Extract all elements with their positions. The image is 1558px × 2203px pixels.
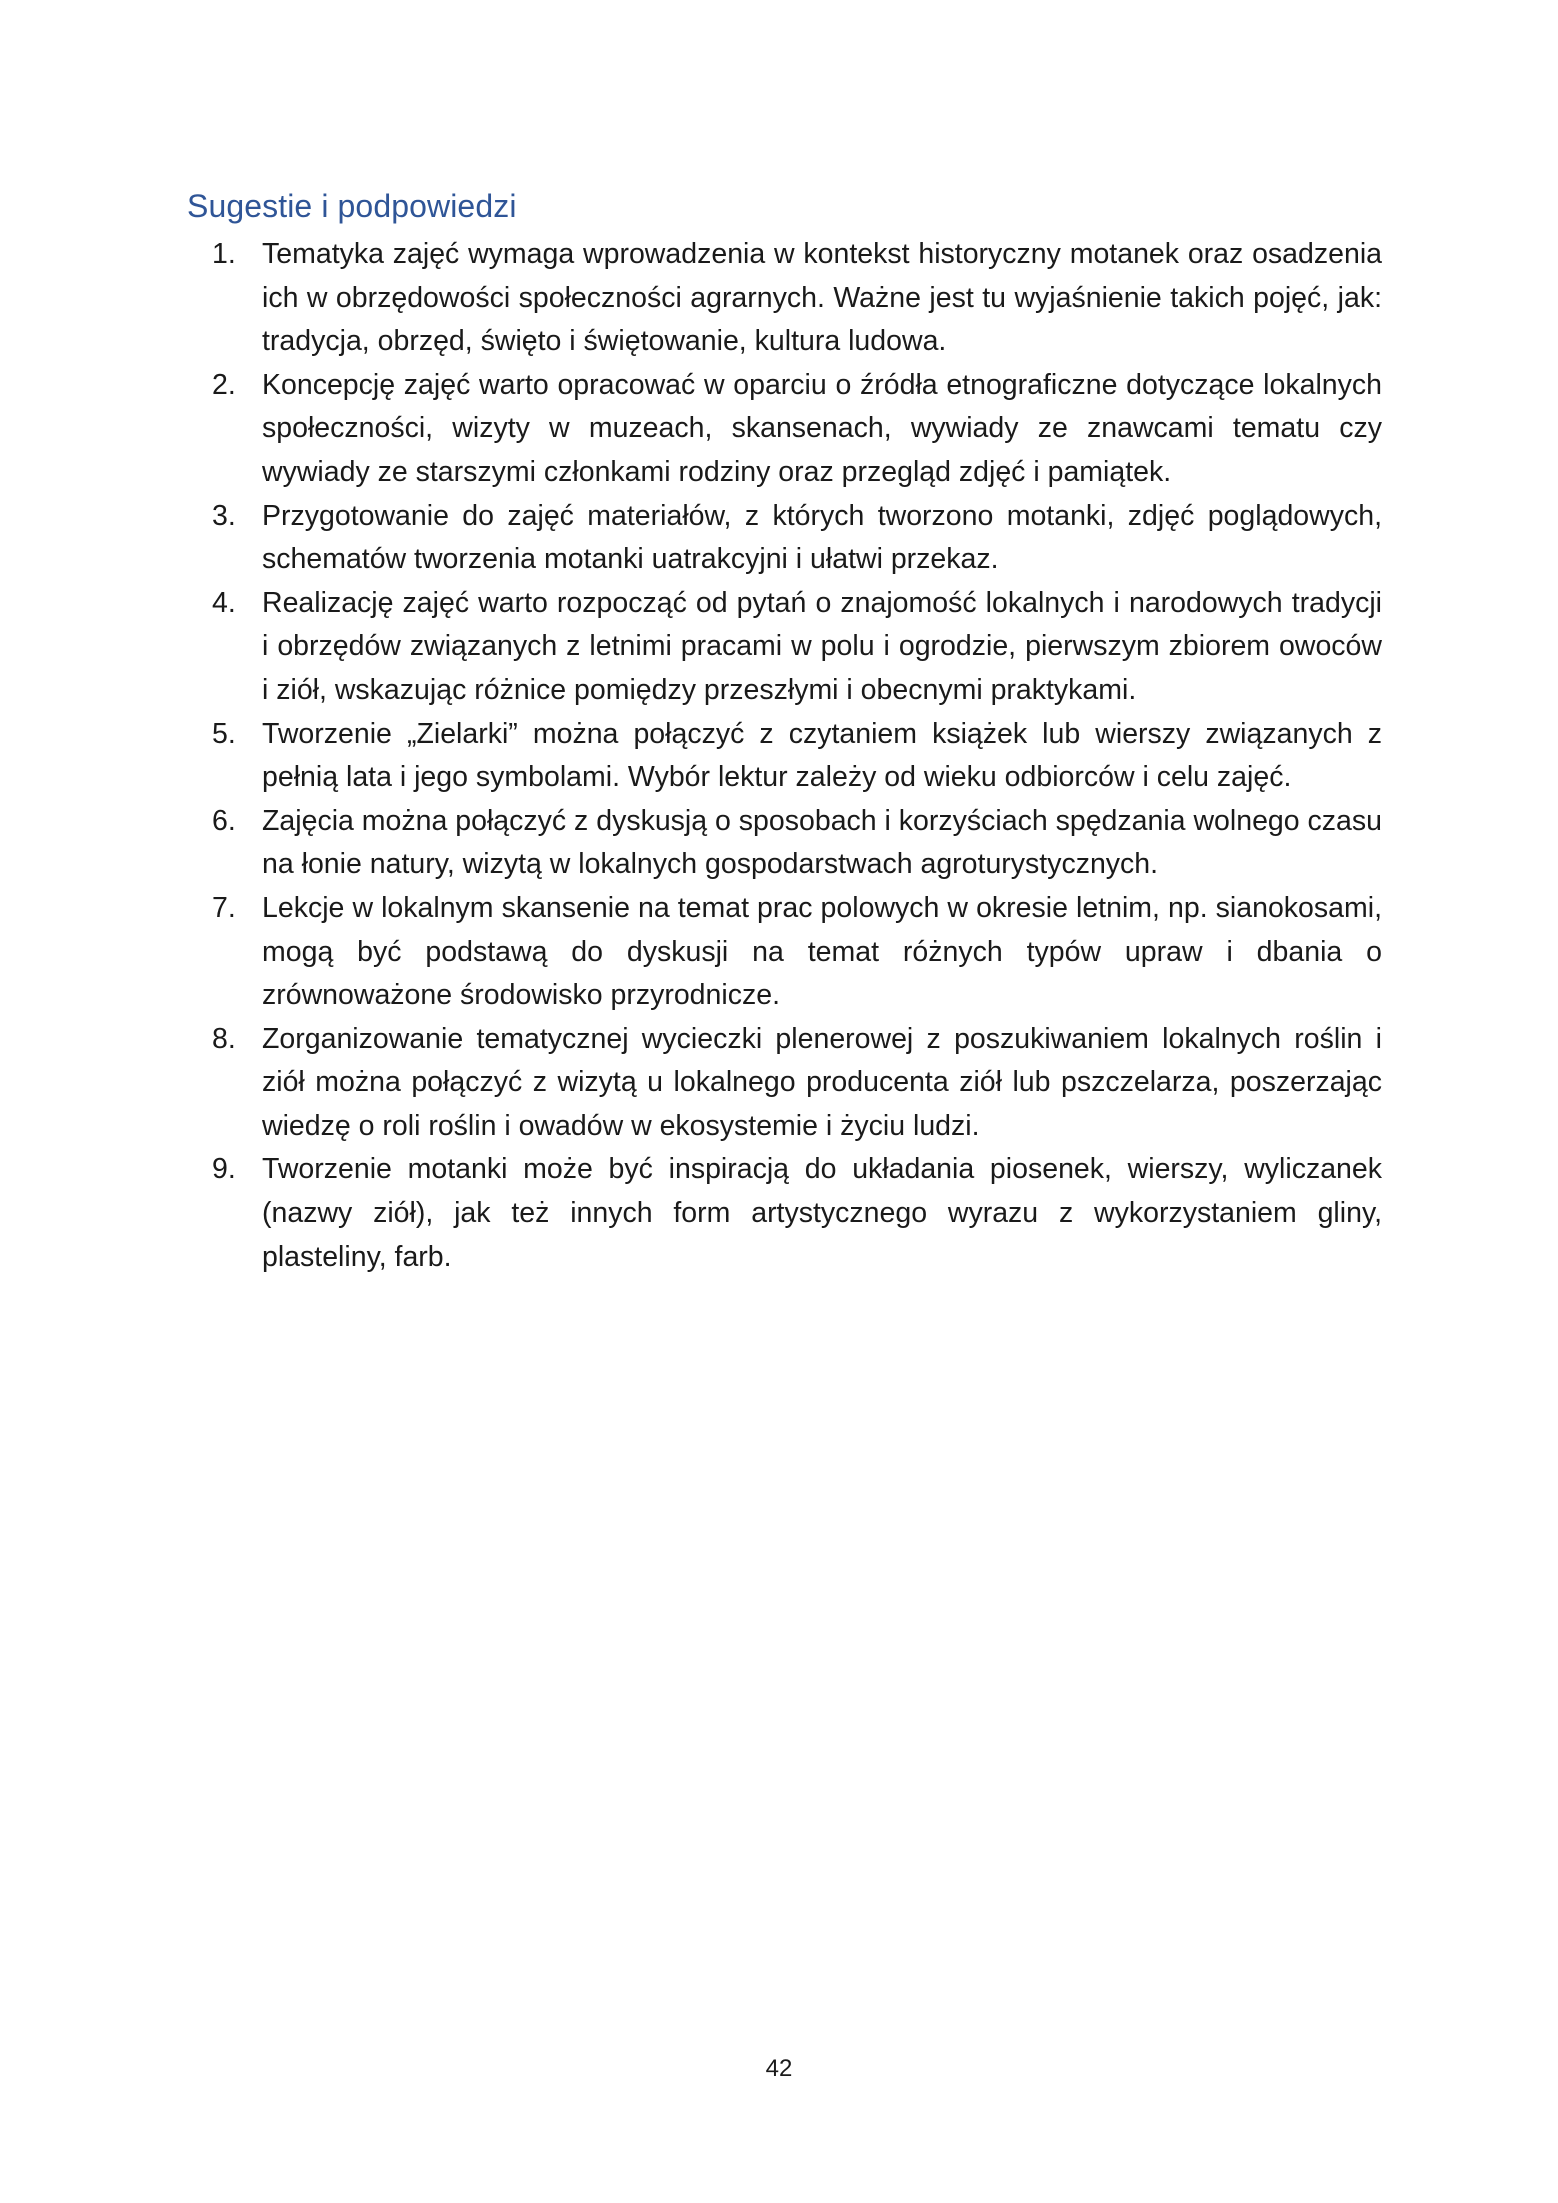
list-item-text: Zajęcia można połączyć z dyskusją o sposobach i korzyściach spędzania wolnego czasu na łonie natury, wizytą w lokalnych gospodarstwach agroturystycznych. [262, 804, 1382, 881]
list-item-number: 4. [212, 586, 236, 619]
list-item-number: 3. [212, 499, 236, 532]
list-item-number: 5. [212, 717, 236, 750]
section-heading: Sugestie i podpowiedzi [187, 188, 517, 224]
list-item-number: 8. [212, 1022, 236, 1055]
list-item-number: 7. [212, 891, 236, 924]
list-item-text: Zorganizowanie tematycznej wycieczki plenerowej z poszukiwaniem lokalnych roślin i ziół można połączyć z wizytą u lokalnego producenta ziół lub pszczelarza, poszerzając wiedzę o roli roślin i owadów w ekosystemie i życiu ludzi. [262, 1022, 1382, 1142]
list-item [212, 887, 1382, 1018]
list-item-text: Koncepcję zajęć warto opracować w oparciu o źródła etnograficzne dotyczące lokalnych społeczności, wizyty w muzeach, skansenach, wywiady ze znawcami tematu czy wywiady ze starszymi członkami rodziny oraz przegląd zdjęć i pamiątek. [262, 368, 1382, 488]
list-item-text: Lekcje w lokalnym skansenie na temat prac polowych w okresie letnim, np. sianokosami, mogą być podstawą do dyskusji na temat różnych typów upraw i dbania o zrównoważone środowisko przyrodnicze. [262, 891, 1382, 1012]
list-item [212, 1148, 1382, 1279]
list-item-number: 1. [212, 238, 236, 270]
suggestions-list [212, 233, 1382, 1279]
list-item [212, 800, 1382, 887]
list-item-text: Realizację zajęć warto rozpocząć od pytań o znajomość lokalnych i narodowych tradycji i obrzędów związanych z letnimi pracami w polu i ogrodzie, pierwszym zbiorem owoców i ziół, wskazując różnice pomiędzy przeszłymi i obecnymi praktykami. [262, 586, 1382, 706]
page-number: 42 [765, 2055, 793, 2082]
list-item [212, 233, 1382, 364]
list-item [212, 1018, 1382, 1149]
list-item [212, 364, 1382, 495]
list-item [212, 582, 1382, 713]
list-item-number: 2. [212, 368, 236, 401]
list-item-number: 6. [212, 804, 236, 837]
list-item-text: Tworzenie motanki może być inspiracją do układania piosenek, wierszy, wyliczanek (nazwy ziół), jak też innych form artystycznego wyrazu z wykorzystaniem gliny, plasteliny, farb. [262, 1153, 1382, 1273]
list-item-number: 9. [212, 1153, 236, 1186]
list-item [212, 495, 1382, 582]
list-item-text: Przygotowanie do zajęć materiałów, z których tworzono motanki, zdjęć poglądowych, schematów tworzenia motanki uatrakcyjni i ułatwi przekaz. [262, 499, 1382, 576]
list-item [212, 713, 1382, 800]
list-item-text: Tematyka zajęć wymaga wprowadzenia w kontekst historyczny motanek oraz osadzenia ich w obrzędowości społeczności agrarnych. Ważne jest tu wyjaśnienie takich pojęć, jak: tradycja, obrzęd, święto i świętowanie, kultura ludowa. [262, 238, 1382, 358]
list-item-text: Tworzenie „Zielarki” można połączyć z czytaniem książek lub wierszy związanych z pełnią lata i jego symbolami. Wybór lektur zależy od wieku odbiorców i celu zajęć. [262, 717, 1382, 794]
